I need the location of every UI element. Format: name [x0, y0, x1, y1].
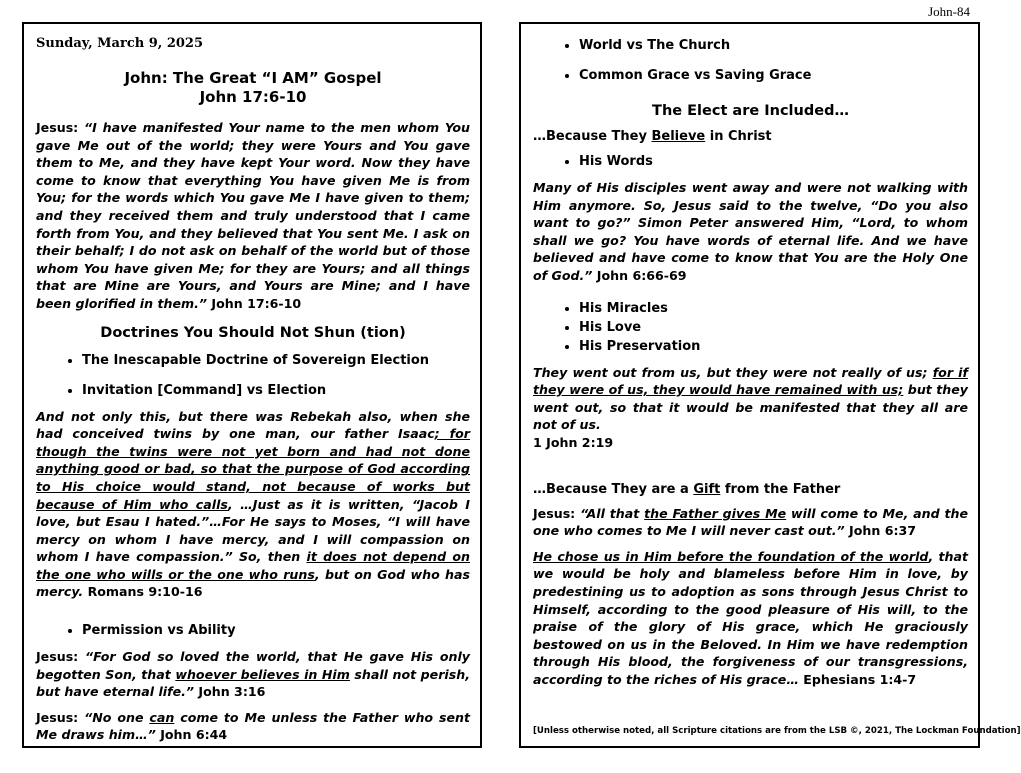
subhead-text: in Christ: [705, 129, 772, 144]
scripture-quote: but they went out, so that it would be manifested that they all are not of us.: [533, 382, 968, 433]
subhead-underlined: Gift: [693, 481, 721, 497]
scripture-quote: “No one: [84, 709, 150, 725]
scripture-underlined: can: [149, 709, 175, 725]
elect-heading: The Elect are Included…: [652, 103, 849, 119]
bullet-item: • The Inescapable Doctrine of Sovereign Election: [82, 351, 470, 370]
bullet-item: • Common Grace vs Saving Grace: [579, 66, 968, 85]
permission-list: [36, 621, 470, 640]
speaker-label: Jesus:: [36, 709, 85, 725]
scripture-quote: come to Me unless the Father who sent Me draws him…”: [36, 709, 470, 743]
scripture-ref: John 6:44: [155, 727, 228, 743]
evidence-list: [533, 299, 968, 356]
right-panel: [519, 22, 1021, 748]
scripture-john-6-37: [533, 505, 968, 540]
scripture-quote: shall not perish, but have eternal life.”: [36, 666, 470, 700]
words-list: [533, 152, 968, 171]
bullet-item: • Permission vs Ability: [82, 621, 470, 640]
subhead-text: from the Father: [720, 481, 841, 497]
scripture-underlined: for if they were of us, they would have remained with us;: [533, 364, 968, 398]
contrast-list: [533, 36, 968, 85]
citation-footnote: [Unless otherwise noted, all Scripture citations are from the LSB ©, 2021, The Lockman Foundation]: [533, 726, 1021, 736]
bullet-item: • His Miracles: [579, 299, 968, 318]
scripture-quote: “I have manifested Your name to the men whom You gave Me out of the world; they were Yours and You gave them to Me, and they have kept Your word. Now they have come to know that everything You have given Me is from You; for the words which You gave Me I have given to them; and they received them and truly understood that I came forth from You, and they believed that You sent Me. I ask on their behalf; I do not ask on behalf of the world but of those whom You have given Me; for they are Yours; and all things that are Mine are Yours, and Yours are Mine; and I have been glorified in them.”: [36, 120, 470, 311]
scripture-underlined: whoever believes in Him: [175, 666, 350, 682]
title-line-2: John 17:6-10: [199, 88, 307, 106]
bullet-item: • His Preservation: [579, 337, 968, 356]
speaker-label: Jesus:: [36, 120, 85, 135]
scripture-underlined: the Father gives Me: [644, 505, 787, 521]
scripture-john-6-44: [36, 709, 470, 744]
bullet-item: • Invitation [Command] vs Election: [82, 381, 470, 400]
scripture-john-3: [36, 648, 470, 701]
subhead-underlined: Believe: [651, 129, 706, 144]
scripture-quote: “All that: [580, 505, 645, 521]
scripture-quote: , …Just as it is written, “Jacob I love, but Esau I hated.”…For He says to Moses, “I will have mercy on whom I have mercy, and I will compassion on whom I have compassion.” So, then: [36, 496, 470, 565]
bullet-item: • His Love: [579, 318, 968, 337]
scripture-ref: John 3:16: [194, 684, 266, 700]
subhead-text: …Because They: [533, 129, 652, 144]
scripture-ref: Romans 9:10-16: [83, 584, 203, 600]
sermon-date: Sunday, March 9, 2025: [36, 36, 204, 51]
scripture-quote: And not only this, but there was Rebekah also, when she had conceived twins by one man, our father Isaac: [36, 408, 470, 442]
scripture-john-6-66: [533, 179, 968, 285]
doctrine-list: [36, 351, 470, 400]
left-panel: [22, 22, 482, 748]
bullet-item: • World vs The Church: [579, 36, 968, 55]
scripture-quote: , that we would be holy and blameless before Him in love, by predestining us to adoption as sons through Jesus Christ to Himself, according to the good pleasure of His will, to the praise of the glory of His grace, which He graciously bestowed on us in the Beloved. In Him we have redemption through His blood, the forgiveness of our transgressions, according to the riches of His grace…: [533, 548, 968, 687]
scripture-ref: John 6:66-69: [592, 267, 687, 283]
bullet-item: • His Words: [579, 152, 968, 171]
scripture-quote: “For God so loved the world, that He gave His only begotten Son, that: [36, 649, 470, 682]
scripture-underlined: it does not depend on the one who wills or the one who runs: [36, 549, 470, 582]
speaker-label: Jesus:: [533, 505, 581, 521]
sermon-title: [36, 69, 470, 107]
scripture-ref: Ephesians 1:4-7: [798, 671, 917, 687]
scripture-ref: 1 John 2:19: [533, 434, 614, 450]
title-line-1: John: The Great “I AM” Gospel: [124, 69, 382, 87]
scripture-quote: , but on God who has mercy.: [36, 566, 470, 600]
scripture-john-17: [36, 119, 470, 313]
page-number: John-84: [928, 4, 970, 19]
scripture-quote: will come to Me, and the one who comes to Me I will never cast out.”: [533, 505, 969, 539]
gift-subhead: [533, 482, 968, 497]
speaker-label: Jesus:: [36, 649, 86, 665]
scripture-ephesians-1: [533, 548, 968, 689]
scripture-underlined: ; for though the twins were not yet born and had not done anything good or bad, so that the purpose of God according to His choice would stand, not because of works but because of Him who calls: [36, 426, 471, 512]
believe-subhead: [533, 129, 968, 144]
scripture-ref: John 17:6-10: [207, 295, 302, 311]
doctrines-heading: Doctrines You Should Not Shun (tion): [100, 324, 406, 341]
scripture-1-john-2: [533, 364, 968, 452]
scripture-romans-9: [36, 408, 470, 602]
scripture-underlined: He chose us in Him before the foundation of the world: [533, 548, 929, 564]
subhead-text: …Because They are a: [533, 481, 694, 497]
scripture-quote: Many of His disciples went away and were not walking with Him anymore. So, Jesus said to the twelve, “Do you also want to go?” Simon Peter answered Him, “Lord, to whom shall we go? You have words of eternal life. And we have believed and have come to know that You are the Holy One of God.”: [533, 180, 968, 283]
scripture-quote: They went out from us, but they were not really of us;: [533, 364, 933, 380]
scripture-ref: John 6:37: [844, 523, 917, 539]
